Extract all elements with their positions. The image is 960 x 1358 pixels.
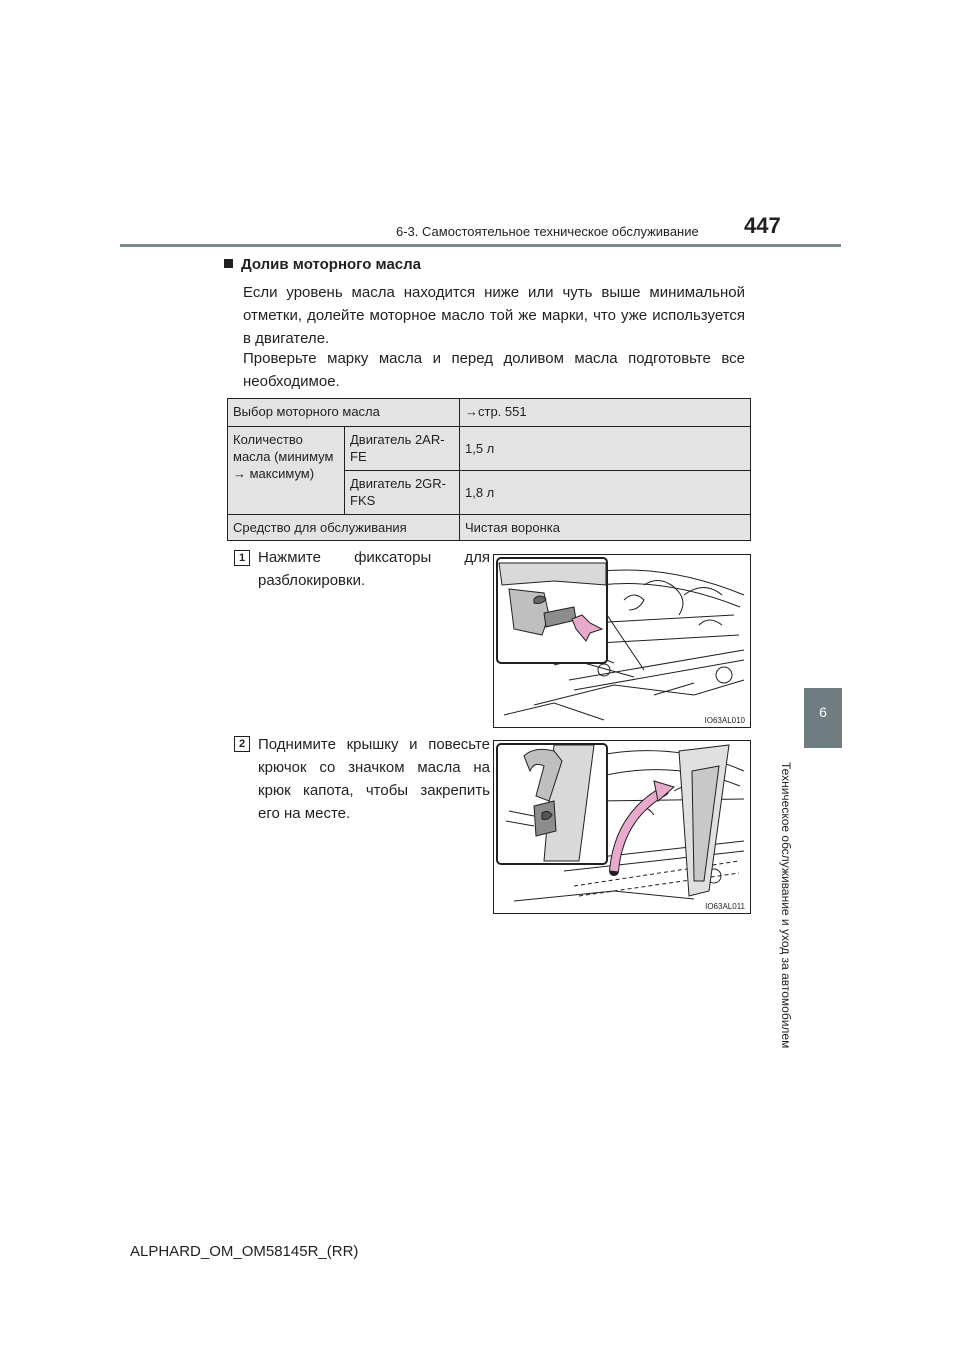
header-rule xyxy=(120,244,841,247)
paragraph-1: Если уровень масла находится ниже или чуть выше минимальной отметки, долейте моторное масло той же марки, что уже используется в двигателе. xyxy=(243,284,745,347)
document-id: ALPHARD_OM_OM58145R_(RR) xyxy=(130,1243,359,1260)
figure-code-1: IO63AL010 xyxy=(704,716,745,725)
oil-selection-label: Выбор моторного масла xyxy=(228,399,460,427)
section-title-text: Долив моторного масла xyxy=(241,256,422,273)
step-1-text: Нажмите фиксаторы для разблокировки. xyxy=(258,549,490,589)
chapter-tab[interactable] xyxy=(804,688,842,748)
paragraph-2: Проверьте марку масла и перед доливом масла подготовьте все необходимое. xyxy=(243,350,745,390)
section-title xyxy=(224,256,421,273)
engine2-value: 1,8 л xyxy=(460,471,751,515)
figure-raise-cover xyxy=(493,740,751,914)
table-row xyxy=(228,427,751,471)
square-bullet-icon xyxy=(224,259,233,268)
table-row xyxy=(228,399,751,427)
zoom-inset xyxy=(497,558,607,663)
step-2-badge: 2 xyxy=(234,736,250,752)
chapter-number: 6 xyxy=(819,704,827,720)
table-row xyxy=(228,515,751,541)
step-2-text: Поднимите крышку и повесьте крючок со значком масла на крюк капота, чтобы закрепить его на месте. xyxy=(258,736,490,822)
zoom-inset xyxy=(497,744,607,864)
chapter-title-vertical xyxy=(779,762,807,1082)
engine-bay-illustration-2 xyxy=(494,741,750,913)
oil-spec-table xyxy=(227,398,751,541)
section-header: 6-3. Самостоятельное техническое обслуживание xyxy=(396,224,699,239)
engine1-label: Двигатель 2AR-FE xyxy=(345,427,460,471)
oil-selection-link[interactable]: →стр. 551 xyxy=(460,399,751,427)
tool-label: Средство для обслуживания xyxy=(228,515,460,541)
step-1-badge: 1 xyxy=(234,550,250,566)
tool-value: Чистая воронка xyxy=(460,515,751,541)
engine-bay-illustration-1 xyxy=(494,555,750,727)
figure-release-latch xyxy=(493,554,751,728)
quantity-label: Количество масла (минимум → максимум) xyxy=(228,427,345,515)
page-number: 447 xyxy=(744,213,781,238)
figure-code-2: IO63AL011 xyxy=(705,902,745,911)
engine1-value: 1,5 л xyxy=(460,427,751,471)
engine2-label: Двигатель 2GR-FKS xyxy=(345,471,460,515)
chapter-title-text: Техническое обслуживание и уход за автомобилем xyxy=(779,762,793,1049)
